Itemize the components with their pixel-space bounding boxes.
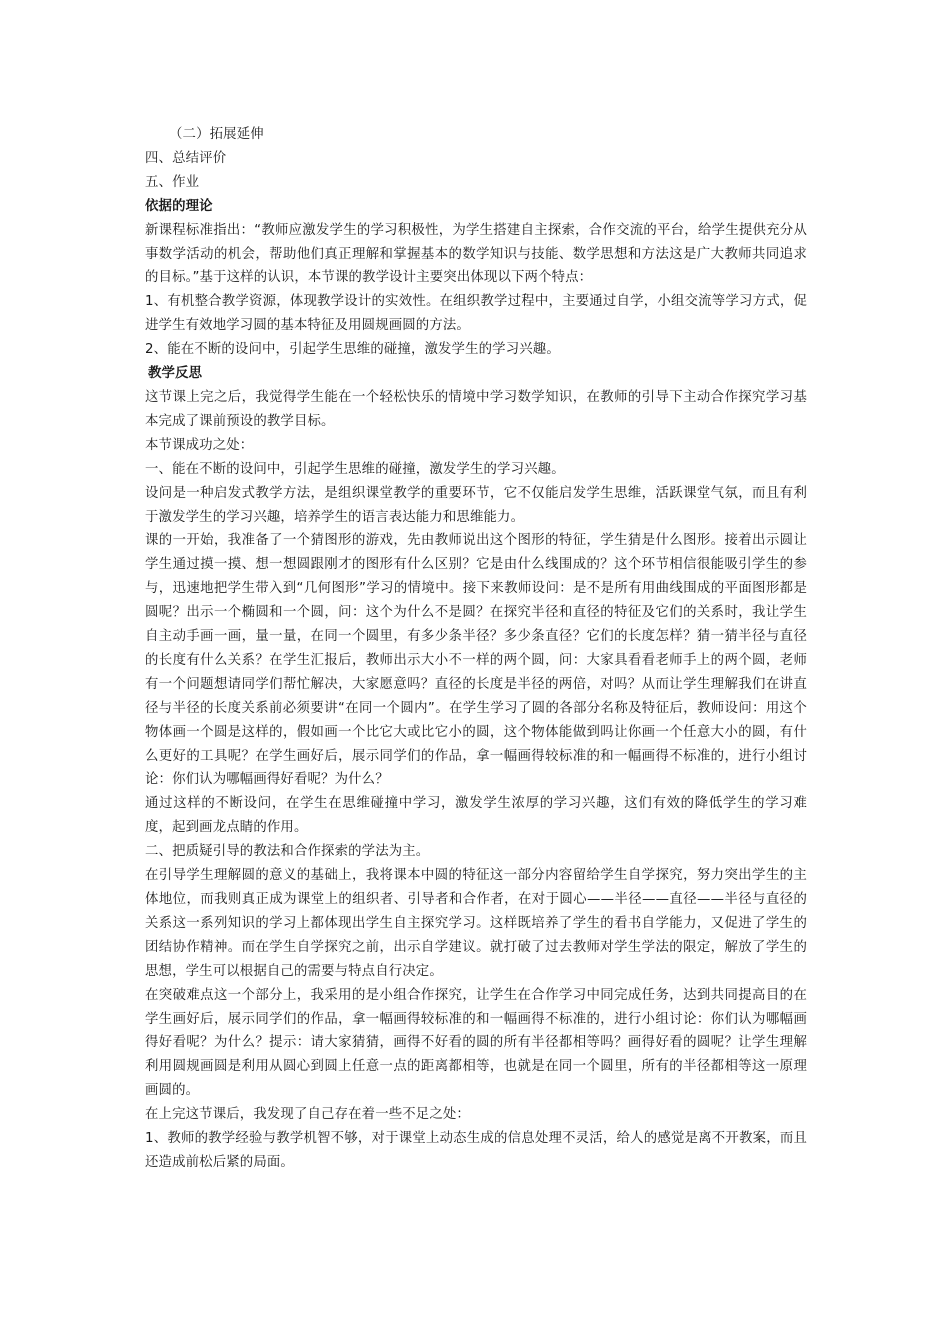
paragraph-success-heading: 本节课成功之处： [145, 437, 254, 453]
paragraph-shortcomings-heading: 在上完这节课后，我发现了自己存在着一些不足之处： [145, 1107, 470, 1123]
section-heading-homework: 五、作业 [145, 174, 200, 190]
paragraph-lesson-process: 课的一开始，我准备了一个猜图形的游戏，先由教师说出这个图形的特征，学生猜是什么图形。接着出示圆让学生通过摸一摸、想一想圆跟刚才的图形有什么区别？它是由什么线围成的？这个环节相信很能吸引学生的参与，迅速地把学生带入到“几何图形”学习的情境中。接下来教师设问：是不是所有用曲线围成的平面图形都是圆呢？出示一个椭圆和一个圆，问：这个为什么不是圆？在探究半径和直径的特征及它们的关系时，我让学生自主动手画一画，量一量，在同一个圆里，有多少条半径？多少条直径？它们的长度怎样？猜一猜半径与直径的长度有什么关系？在学生汇报后，教师出示大小不一样的两个圆，问：大家具看看老师手上的两个圆，老师有一个问题想请同学们帮忙解决，大家愿意吗？直径的长度是半径的两倍，对吗？从而让学生理解我们在讲直径与半径的长度关系前必须要讲“在同一个圆内”。在学生学习了圆的各部分名称及特征后，教师设问：用这个物体画一个圆是这样的，假如画一个比它大或比它小的圆，这个物体能做到吗让你画一个任意大小的圆，有什么更好的工具呢？在学生画好后，展示同学们的作品，拿一幅画得较标准的和一幅画得不标准的，进行小组讨论：你们认为哪幅画得好看呢？为什么？ [145, 533, 807, 788]
heading-theory-basis: 依据的理论 [145, 198, 213, 214]
heading-teaching-reflection: 教学反思 [148, 366, 203, 382]
paragraph-feature-2: 2、能在不断的设问中，引起学生思维的碰撞，激发学生的学习兴趣。 [145, 342, 560, 358]
paragraph-questioning-effect: 通过这样的不断设问，在学生在思维碰撞中学习，激发学生浓厚的学习兴趣，这们有效的降低学生的学习难度，起到画龙点睛的作用。 [145, 796, 807, 836]
paragraph-success-point-2: 二、把质疑引导的教法和合作探索的学法为主。 [145, 844, 430, 860]
subsection-heading-extension: （二）拓展延伸 [169, 127, 264, 142]
section-heading-summary: 四、总结评价 [145, 150, 227, 166]
paragraph-feature-1: 1、有机整合教学资源，体现教学设计的实效性。在组织教学过程中，主要通过自学，小组交流等学习方式，促进学生有效地学习圆的基本特征及用圆规画圆的方法。 [145, 294, 807, 334]
paragraph-shortcoming-1: 1、教师的教学经验与教学机智不够，对于课堂上动态生成的信息处理不灵活，给人的感觉是离不开教案，而且还造成前松后紧的局面。 [145, 1131, 807, 1170]
document-body [145, 123, 807, 1175]
paragraph-success-point-1: 一、能在不断的设问中，引起学生思维的碰撞，激发学生的学习兴趣。 [145, 461, 565, 477]
paragraph-group-cooperation: 在突破难点这一个部分上，我采用的是小组合作探究，让学生在合作学习中同完成任务，达到共同提高目的在学生画好后，展示同学们的作品，拿一幅画得较标准的和一幅画得不标准的，进行小组讨论：你们认为哪幅画得好看呢？为什么？提示：请大家猜猜，画得不好看的圆的所有半径都相等吗？画得好看的圆呢？让学生理解利用圆规画圆是利用从圆心到圆上任意一点的距离都相等，也就是在同一个圆里，所有的半径都相等这一原理画圆的。 [145, 987, 807, 1099]
paragraph-self-study: 在引导学生理解圆的意义的基础上，我将课本中圆的特征这一部分内容留给学生自学探究，努力突出学生的主体地位，而我则真正成为课堂上的组织者、引导者和合作者，在对于圆心——半径——直径——半径与直径的关系这一系列知识的学习上都体现出学生自主探究学习。这样既培养了学生的看书自学能力，又促进了学生的团结协作精神。而在学生自学探究之前，出示自学建议。就打破了过去教师对学生学法的限定，解放了学生的思想，学生可以根据自己的需要与特点自行决定。 [145, 868, 807, 979]
paragraph-reflection-intro: 这节课上完之后，我觉得学生能在一个轻松快乐的情境中学习数学知识，在教师的引导下主动合作探究学习基本完成了课前预设的教学目标。 [145, 389, 807, 429]
paragraph-questioning-method: 设问是一种启发式教学方法，是组织课堂教学的重要环节，它不仅能启发学生思维，活跃课堂气氛，而且有利于激发学生的学习兴趣，培养学生的语言表达能力和思维能力。 [145, 485, 807, 525]
paragraph-curriculum-standard: 新课程标准指出：“教师应激发学生的学习积极性，为学生搭建自主探索，合作交流的平台，给学生提供充分从事数学活动的机会，帮助他们真正理解和掌握基本的数学知识与技能、数学思想和方法这是广大教师共同追求的目标。”基于这样的认识，本节课的教学设计主要突出体现以下两个特点： [145, 222, 807, 286]
